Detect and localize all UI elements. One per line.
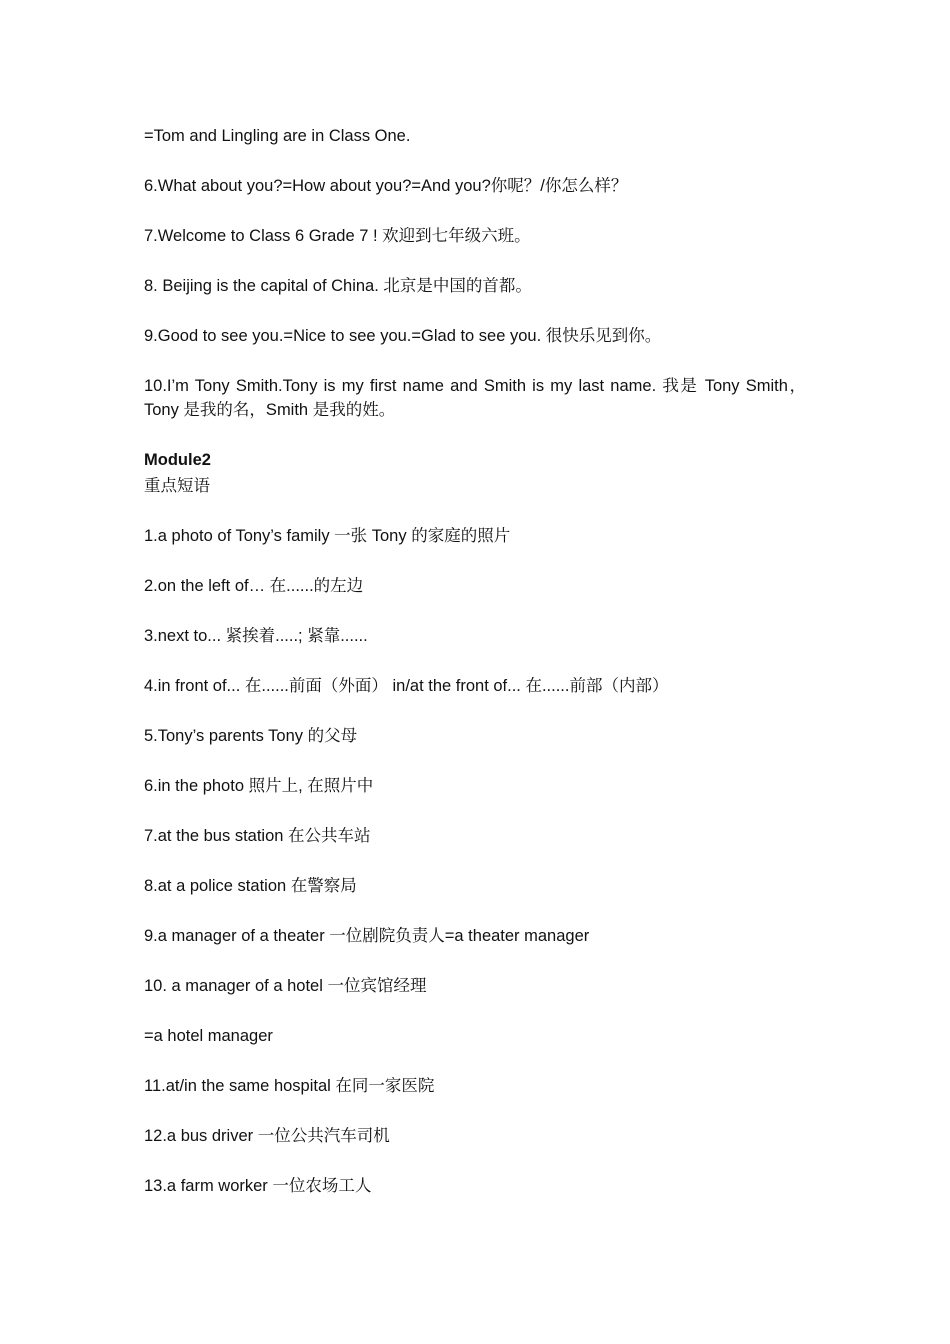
phrase-item: =a hotel manager [144,1027,273,1045]
phrase-item: 6.in the photo 照片上, 在照片中 [144,777,374,795]
document-body [144,124,806,1224]
phrase-item: 1.a photo of Tony’s family 一张 Tony 的家庭的照片 [144,527,511,545]
phrase-item: 7.at the bus station 在公共车站 [144,827,371,845]
phrase-item: 3.next to... 紧挨着.....; 紧靠...... [144,627,368,645]
phrase-item: 11.at/in the same hospital 在同一家医院 [144,1077,435,1095]
phrase-item: 10. a manager of a hotel 一位宾馆经理 [144,977,427,995]
text-line: 6.What about you?=How about you?=And you?你呢？/你怎么样？ [144,177,628,195]
phrase-item: 12.a bus driver 一位公共汽车司机 [144,1127,390,1145]
text-line: =Tom and Lingling are in Class One. [144,127,411,145]
phrase-item: 2.on the left of… 在......的左边 [144,577,364,595]
phrase-item: 4.in front of... 在......前面（外面） in/at the front of... 在......前部（内部） [144,677,669,695]
text-line: 8. Beijing is the capital of China. 北京是中国的首都。 [144,277,532,295]
text-line: 7.Welcome to Class 6 Grade 7 ! 欢迎到七年级六班。 [144,227,531,245]
module-heading: Module2 [144,451,211,469]
text-line: 10.I’m Tony Smith.Tony is my first name and Smith is my last name. 我是 Tony Smith，Tony 是我的名，Smith 是我的姓。 [144,377,806,419]
phrase-item: 8.at a police station 在警察局 [144,877,357,895]
phrase-item: 13.a farm worker 一位农场工人 [144,1177,372,1195]
phrase-item: 5.Tony’s parents Tony 的父母 [144,727,358,745]
module-subheading: 重点短语 [144,477,210,495]
phrase-item: 9.a manager of a theater 一位剧院负责人=a theater manager [144,927,590,945]
text-line: 9.Good to see you.=Nice to see you.=Glad to see you. 很快乐见到你。 [144,327,662,345]
